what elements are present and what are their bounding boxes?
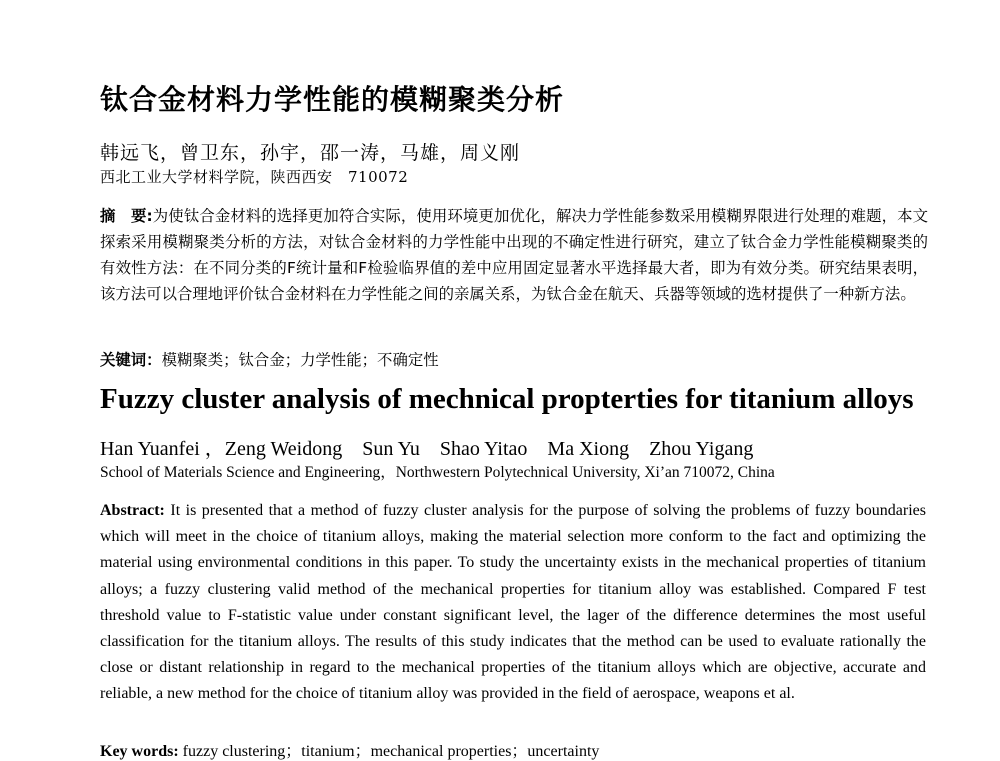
chinese-keywords-text: 模糊聚类；钛合金；力学性能；不确定性	[161, 351, 439, 369]
chinese-affiliation: 西北工业大学材料学院，陕西西安 710072	[100, 168, 409, 186]
english-abstract-label: Abstract:	[100, 502, 165, 519]
english-title: Fuzzy cluster analysis of mechnical propterties for titanium alloys	[100, 383, 914, 415]
english-abstract-text: It is presented that a method of fuzzy cluster analysis for the purpose of solving the problems of fuzzy boundaries which will meet in the choice of titanium alloys, making the material selection more conform to the fact and optimizing the material using environmental conditions in this paper. To study the uncertainty exists in the mechanical properties of titanium alloys; a fuzzy clustering valid method of the mechanical properties for titanium alloy was established. Compared F test threshold value to F-statistic value under constant significant level, the lager of the difference determines the most useful classification for the titanium alloys. The results of this study indicates that the method can be used to evaluate rationally the close or distant relationship in regard to the mechanical properties of the titanium alloys which are objective, accurate and reliable, a new method for the choice of titanium alloy was provided in the field of aerospace, weapons et al.	[100, 502, 926, 703]
chinese-abstract-label: 摘 要:	[100, 207, 153, 225]
english-authors: Han Yuanfei ，Zeng Weidong Sun Yu Shao Yitao Ma Xiong Zhou Yigang	[100, 438, 754, 460]
chinese-abstract-text: 为使钛合金材料的选择更加符合实际，使用环境更加优化，解决力学性能参数采用模糊界限进行处理的难题，本文探索采用模糊聚类分析的方法，对钛合金材料的力学性能中出现的不确定性进行研究，建立了钛合金力学性能模糊聚类的有效性方法：在不同分类的F统计量和F检验临界值的差中应用固定显著水平选择最大者，即为有效分类。研究结果表明，该方法可以合理地评价钛合金材料在力学性能之间的亲属关系，为钛合金在航天、兵器等领域的选材提供了一种新方法。	[100, 207, 928, 303]
english-keywords-label: Key words:	[100, 743, 179, 760]
english-abstract	[100, 498, 926, 708]
english-affiliation: School of Materials Science and Engineering，Northwestern Polytechnical University, Xi’an 710072, China	[100, 464, 775, 481]
chinese-title: 钛合金材料力学性能的模糊聚类分析	[100, 83, 565, 116]
chinese-authors: 韩远飞，曾卫东，孙宇，邵一涛，马雄，周义刚	[100, 142, 521, 164]
chinese-abstract	[100, 203, 928, 307]
english-keywords	[100, 738, 599, 761]
chinese-keywords	[100, 348, 439, 370]
chinese-keywords-label: 关键词：	[100, 351, 162, 369]
english-keywords-text: fuzzy clustering；titanium；mechanical properties；uncertainty	[178, 743, 600, 760]
